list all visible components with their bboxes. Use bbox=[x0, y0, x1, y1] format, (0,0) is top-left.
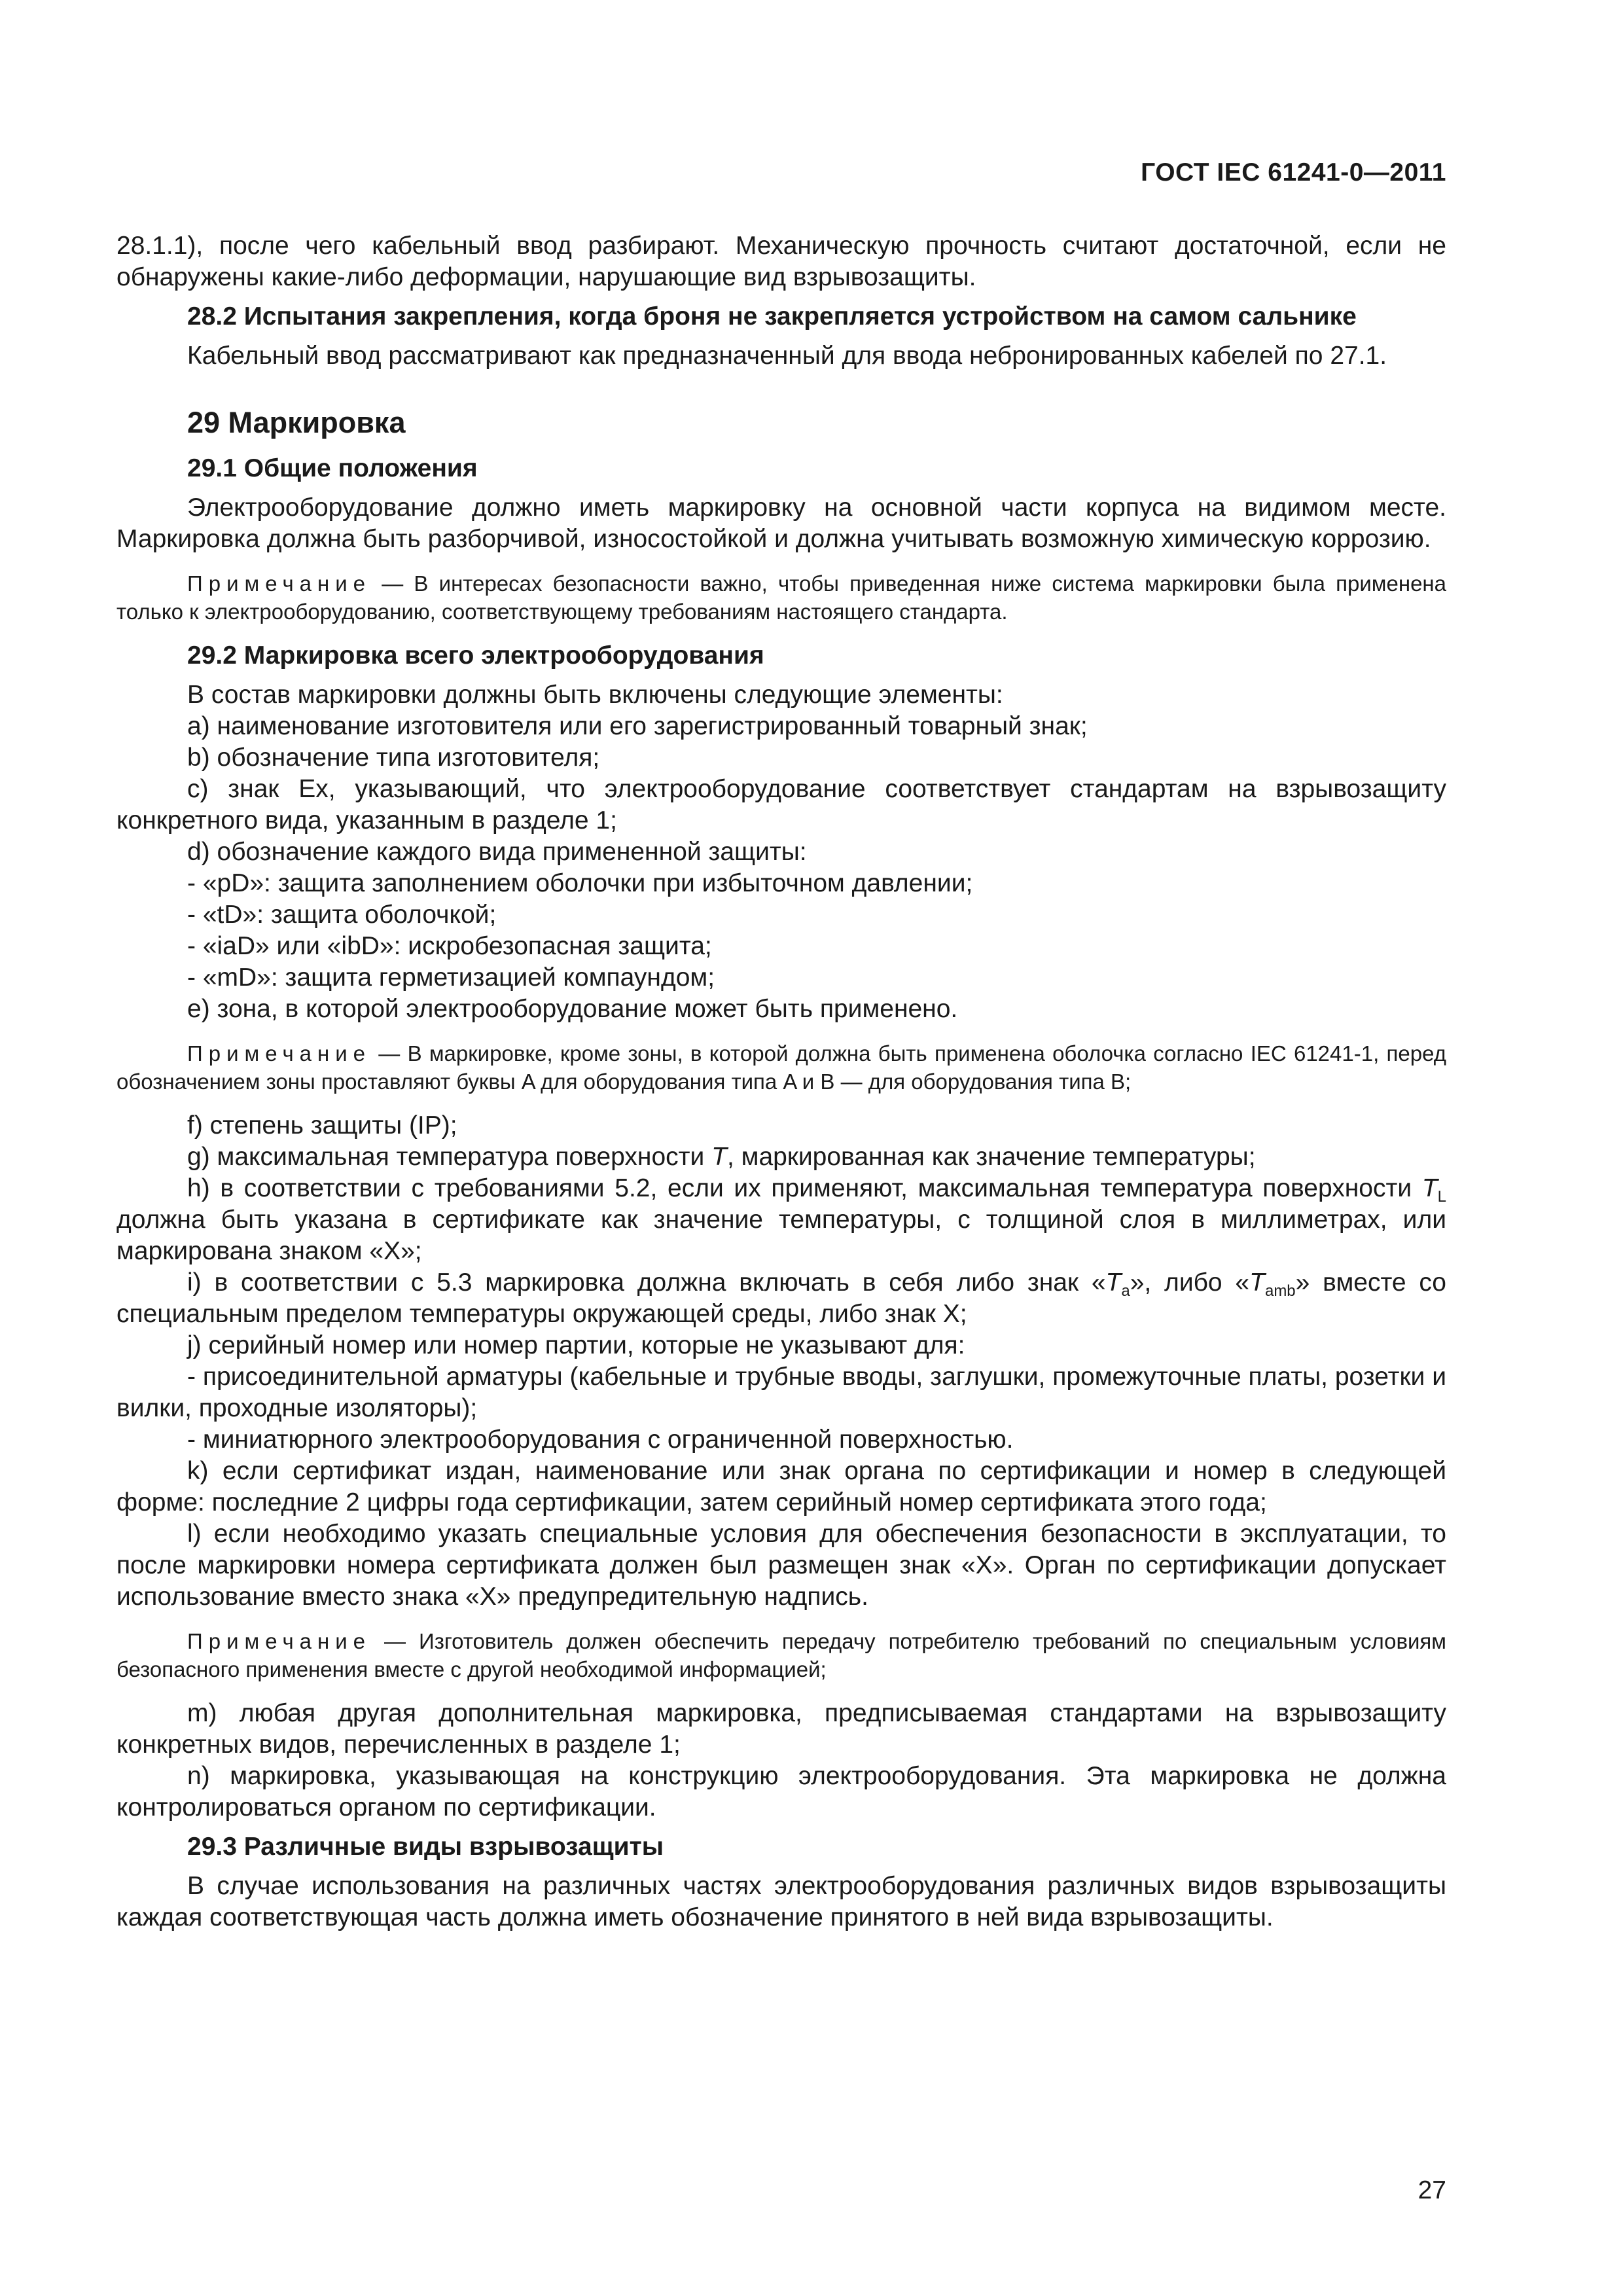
list-item: c) знак Ex, указывающий, что электрооборудование соответствует стандартам на взрывозащиту конкретного вида, указанным в разделе 1; bbox=[116, 775, 1446, 834]
note bbox=[116, 1039, 1446, 1096]
note-text: — В маркировке, кроме зоны, в которой должна быть применена оболочка согласно IEC 61241-1, перед обозначением зоны проставляют буквы A для оборудования типа A и B — для оборудования типа B; bbox=[116, 1041, 1446, 1094]
page-number: 27 bbox=[1418, 2176, 1446, 2204]
list-item: g) максимальная температура поверхности T, маркированная как значение температуры; bbox=[187, 1143, 1256, 1171]
section-heading-29: 29 Маркировка bbox=[187, 406, 406, 439]
list-item: - «tD»: защита оболочкой; bbox=[187, 901, 497, 929]
note-label: Примечание bbox=[187, 1629, 372, 1653]
paragraph: В состав маркировки должны быть включены следующие элементы: bbox=[187, 681, 1003, 709]
list-item: - присоединительной арматуры (кабельные и трубные вводы, заглушки, промежуточные платы, розетки и вилки, проходные изоляторы); bbox=[116, 1363, 1446, 1422]
list-item: - миниатюрного электрооборудования с ограниченной поверхностью. bbox=[187, 1426, 1014, 1454]
list-item: d) обозначение каждого вида примененной защиты: bbox=[187, 838, 807, 866]
section-heading-29-2: 29.2 Маркировка всего электрооборудования bbox=[187, 641, 764, 670]
list-item: a) наименование изготовителя или его зарегистрированный товарный знак; bbox=[187, 712, 1088, 740]
note-label: Примечание bbox=[187, 571, 372, 596]
list-item: - «pD»: защита заполнением оболочки при избыточном давлении; bbox=[187, 869, 973, 897]
document-id: ГОСТ IEC 61241-0—2011 bbox=[1141, 158, 1446, 187]
section-heading-28-2: 28.2 Испытания закрепления, когда броня не закрепляется устройством на самом сальнике bbox=[187, 302, 1357, 331]
note-text: — В интересах безопасности важно, чтобы приведенная ниже система маркировки была применена только к электрооборудованию, соответствующему требованиям настоящего стандарта. bbox=[116, 571, 1446, 624]
list-item: h) в соответствии с требованиями 5.2, если их применяют, максимальная температура поверхности $T_L$ должна быть указана в сертификате как значение температуры, с толщиной слоя в миллиметрах, или маркирована знаком «X»; bbox=[116, 1174, 1446, 1265]
list-item: l) если необходимо указать специальные условия для обеспечения безопасности в эксплуатации, то после маркировки номера сертификата должен был размещен знак «X». Орган по сертификации допускает использование вместо знака «X» предупредительную надпись. bbox=[116, 1520, 1446, 1611]
note bbox=[116, 1627, 1446, 1683]
note-text: — Изготовитель должен обеспечить передачу потребителю требований по специальным условиям безопасного применения вместе с другой необходимой информацией; bbox=[116, 1629, 1446, 1681]
paragraph: В случае использования на различных частях электрооборудования различных видов взрывозащиты каждая соответствующая часть должна иметь обозначение принятого в ней вида взрывозащиты. bbox=[116, 1872, 1446, 1931]
list-item: m) любая другая дополнительная маркировка, предписываемая стандартами на взрывозащиту конкретных видов, перечисленных в разделе 1; bbox=[116, 1699, 1446, 1759]
section-heading-29-1: 29.1 Общие положения bbox=[187, 454, 478, 482]
list-item: f) степень защиты (IP); bbox=[187, 1111, 457, 1139]
list-item: - «mD»: защита герметизацией компаундом; bbox=[187, 963, 715, 992]
list-item: i) в соответствии с 5.3 маркировка должна включать в себя либо знак «$T_a$», либо «$T_{amb}$» вместе со специальным пределом температуры окружающей среды, либо знак X; bbox=[116, 1268, 1446, 1328]
list-item: n) маркировка, указывающая на конструкцию электрооборудования. Эта маркировка не должна контролироваться органом по сертификации. bbox=[116, 1762, 1446, 1821]
paragraph: Кабельный ввод рассматривают как предназначенный для ввода небронированных кабелей по 27.1. bbox=[187, 342, 1387, 370]
list-item: - «iaD» или «ibD»: искробезопасная защита; bbox=[187, 932, 712, 960]
paragraph: Электрооборудование должно иметь маркировку на основной части корпуса на видимом месте. Маркировка должна быть разборчивой, износостойкой и должна учитывать возможную химическую коррозию. bbox=[116, 493, 1446, 553]
page-content bbox=[116, 230, 1446, 1933]
list-item: k) если сертификат издан, наименование или знак органа по сертификации и номер в следующей форме: последние 2 цифры года сертификации, затем серийный номер сертификата этого года; bbox=[116, 1457, 1446, 1516]
paragraph: 28.1.1), после чего кабельный ввод разбирают. Механическую прочность считают достаточной, если не обнаружены какие-либо деформации, нарушающие вид взрывозащиты. bbox=[116, 232, 1446, 291]
list-item: e) зона, в которой электрооборудование может быть применено. bbox=[187, 995, 958, 1023]
list-item: j) серийный номер или номер партии, которые не указывают для: bbox=[187, 1331, 965, 1359]
note-label: Примечание bbox=[187, 1041, 372, 1066]
list-item: b) обозначение типа изготовителя; bbox=[187, 744, 600, 772]
note bbox=[116, 569, 1446, 626]
section-heading-29-3: 29.3 Различные виды взрывозащиты bbox=[187, 1833, 664, 1861]
